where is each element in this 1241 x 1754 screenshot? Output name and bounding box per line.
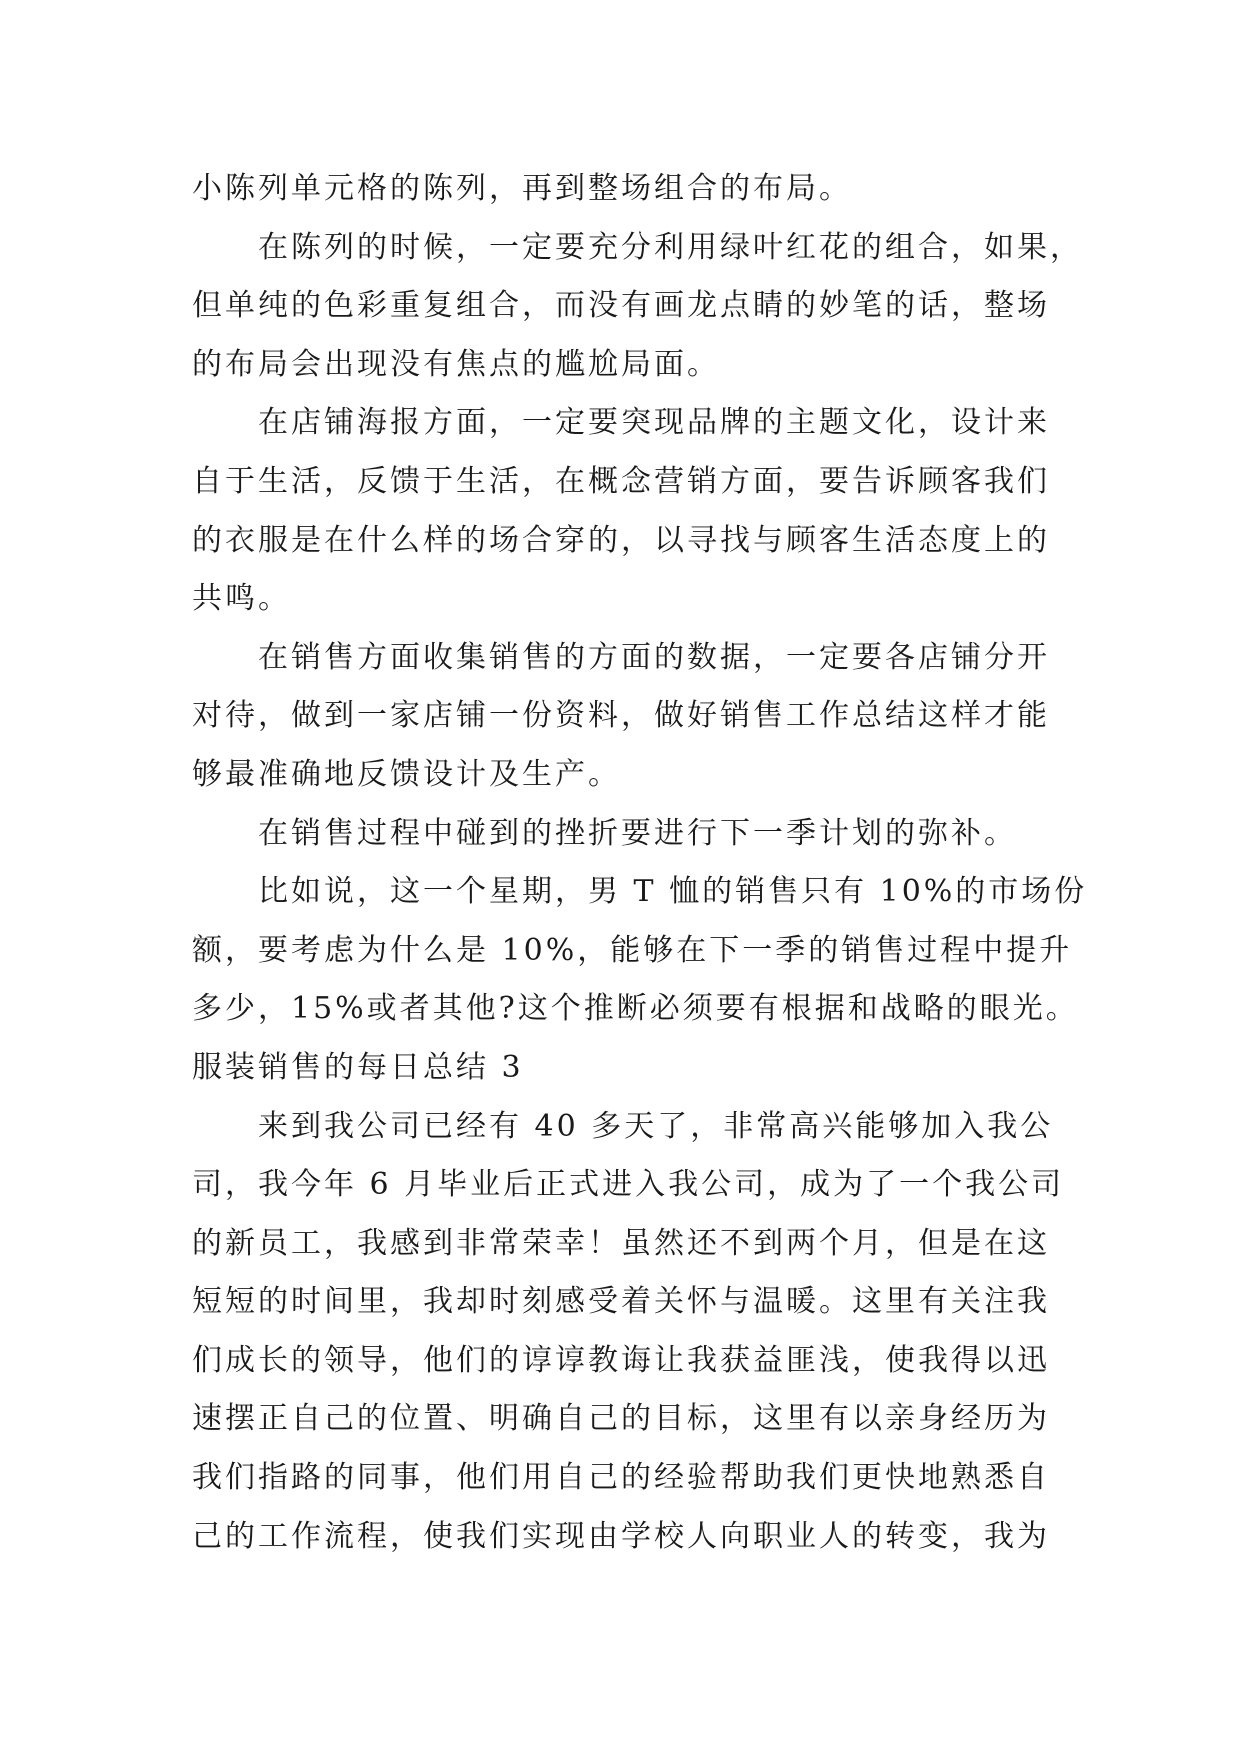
paragraph-line: 速摆正自己的位置、明确自己的目标，这里有以亲身经历为 [192, 1401, 1050, 1437]
paragraph-line: 司，我今年 6 月毕业后正式进入我公司，成为了一个我公司 [192, 1167, 1065, 1203]
paragraph-line: 够最准确地反馈设计及生产。 [192, 756, 621, 792]
paragraph-line: 在销售方面收集销售的方面的数据，一定要各店铺分开 [258, 639, 1050, 675]
document-body [192, 160, 1088, 1566]
paragraph-line: 在陈列的时候，一定要充分利用绿叶红花的组合，如果， [258, 229, 1083, 265]
paragraph-line: 对待，做到一家店铺一份资料，做好销售工作总结这样才能 [192, 698, 1050, 734]
paragraph-line: 己的工作流程，使我们实现由学校人向职业人的转变，我为 [192, 1518, 1050, 1554]
paragraph-line: 来到我公司已经有 40 多天了，非常高兴能够加入我公 [258, 1108, 1054, 1144]
paragraph-line: 比如说，这一个星期，男 T 恤的销售只有 10%的市场份 [258, 874, 1088, 910]
paragraph-line: 小陈列单元格的陈列，再到整场组合的布局。 [192, 171, 852, 206]
paragraph-line: 自于生活，反馈于生活，在概念营销方面，要告诉顾客我们 [192, 463, 1050, 499]
paragraph-line: 额，要考虑为什么是 10%，能够在下一季的销售过程中提升 [192, 932, 1073, 968]
paragraph-line: 短短的时间里，我却时刻感受着关怀与温暖。这里有关注我 [192, 1284, 1050, 1320]
paragraph-line: 在店铺海报方面，一定要突现品牌的主题文化，设计来 [258, 405, 1050, 441]
paragraph-line: 多少，15%或者其他?这个推断必须要有根据和战略的眼光。 [192, 991, 1079, 1027]
paragraph-line: 在销售过程中碰到的挫折要进行下一季计划的弥补。 [258, 815, 1017, 851]
section-heading: 服装销售的每日总结 3 [192, 1049, 524, 1085]
paragraph-line: 我们指路的同事，他们用自己的经验帮助我们更快地熟悉自 [192, 1460, 1050, 1496]
paragraph-line: 但单纯的色彩重复组合，而没有画龙点睛的妙笔的话，整场 [192, 288, 1050, 324]
paragraph-line: 的布局会出现没有焦点的尴尬局面。 [192, 346, 720, 382]
paragraph-line: 们成长的领导，他们的谆谆教诲让我获益匪浅，使我得以迅 [192, 1342, 1050, 1378]
paragraph-line: 共鸣。 [192, 581, 291, 617]
paragraph-line: 的衣服是在什么样的场合穿的，以寻找与顾客生活态度上的 [192, 522, 1050, 558]
paragraph-line: 的新员工，我感到非常荣幸！虽然还不到两个月，但是在这 [192, 1225, 1050, 1261]
